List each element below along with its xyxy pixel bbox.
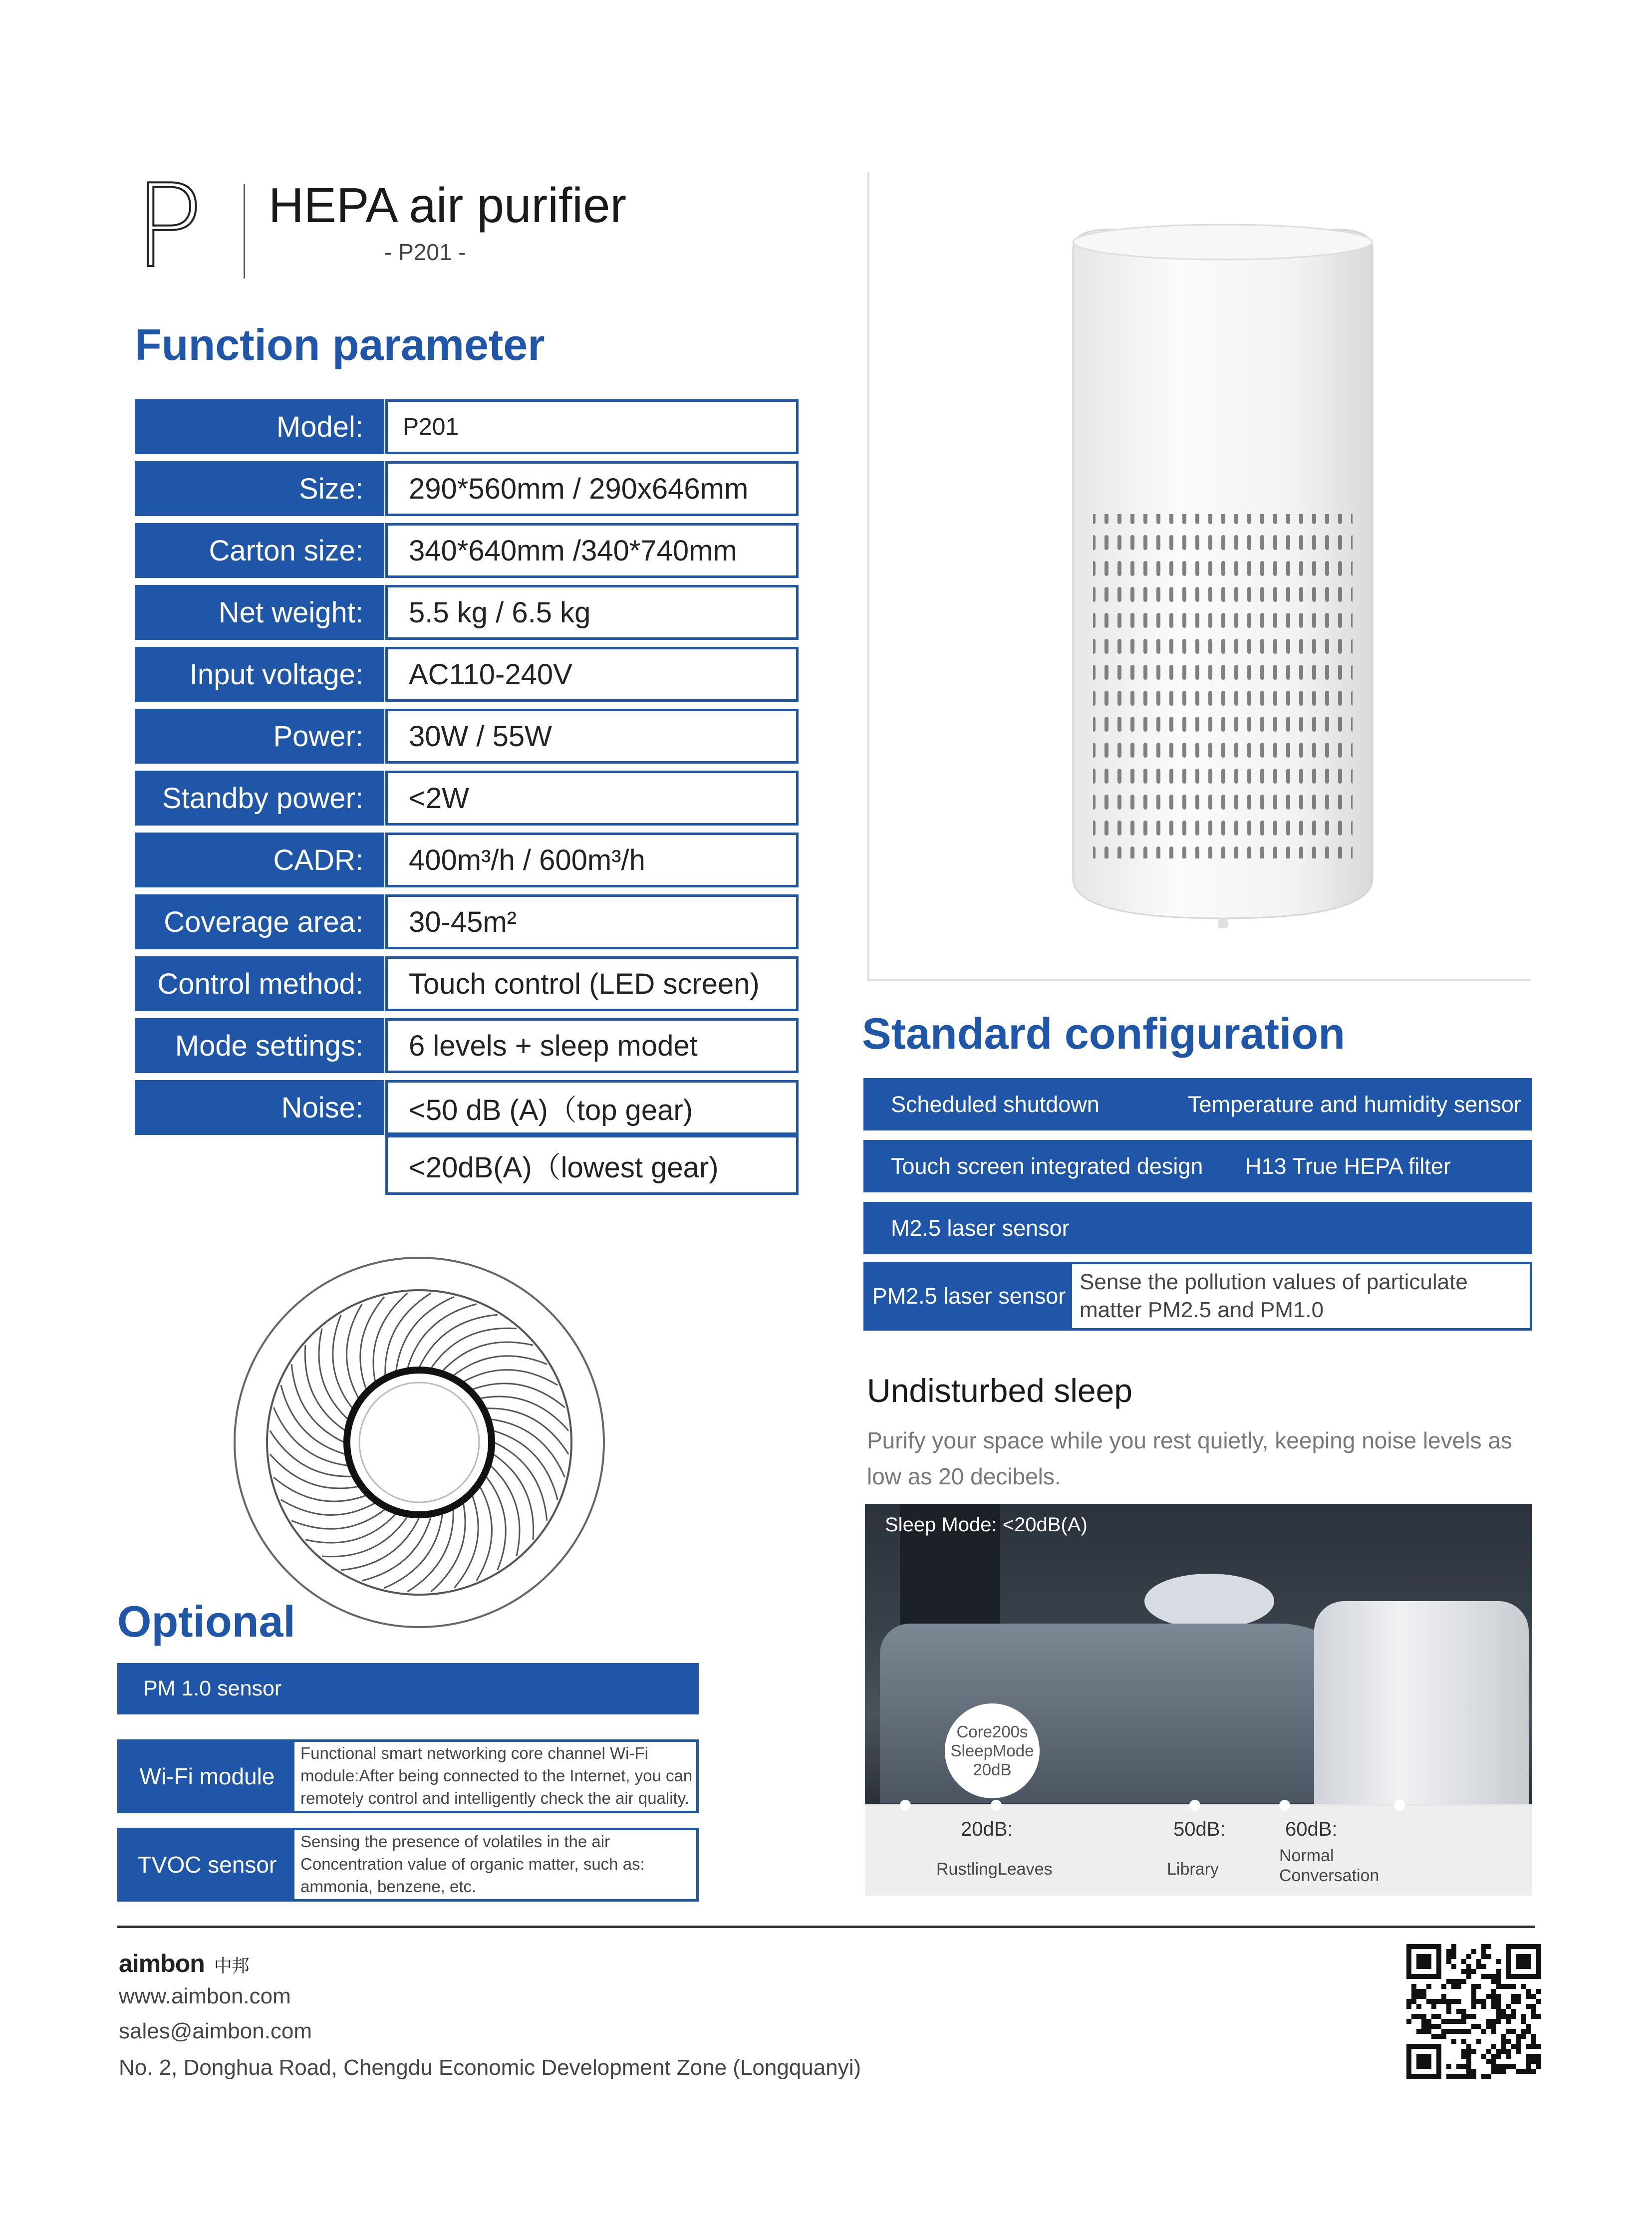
spec-label: Size: [135, 461, 384, 516]
spec-label: Mode settings: [135, 1018, 384, 1073]
footer-website[interactable]: www.aimbon.com [119, 1984, 291, 2008]
optional-label: Wi-Fi module [120, 1742, 294, 1811]
config-description: Sense the pollution values of particulate matter PM2.5 and PM1.0 [1080, 1270, 1468, 1322]
spec-value: <20dB(A)（lowest gear) [385, 1135, 799, 1195]
spec-label: Input voltage: [135, 647, 384, 702]
footer-address: No. 2, Donghua Road, Chengdu Economic Development Zone (Longquanyi) [119, 2055, 861, 2080]
spec-value: 30-45m² [385, 894, 799, 949]
scale-dot [991, 1800, 1002, 1811]
spec-value: Touch control (LED screen) [385, 956, 799, 1011]
spec-row-extra [135, 1135, 799, 1195]
config-row [863, 1078, 1532, 1130]
header-divider [244, 184, 245, 279]
spec-row [135, 833, 799, 887]
sleep-heading: Undisturbed sleep [867, 1372, 1132, 1409]
spec-label: Model: [135, 399, 384, 454]
scale-dot [1394, 1800, 1405, 1811]
spec-row [135, 1080, 799, 1135]
spec-value: <2W [385, 771, 799, 826]
spec-row [135, 1018, 799, 1073]
footer-email[interactable]: sales@aimbon.com [119, 2019, 312, 2043]
bubble-line: Core200s [956, 1722, 1028, 1741]
optional-item [117, 1828, 699, 1902]
spec-value: 6 levels + sleep modet [385, 1018, 799, 1073]
optional-heading: Optional [117, 1597, 295, 1646]
brand-name: aimbon [119, 1950, 205, 1977]
spec-row [135, 399, 799, 454]
spec-label: Standby power: [135, 771, 384, 826]
spec-value: 400m³/h / 600m³/h [385, 833, 799, 887]
spec-label: Control method: [135, 956, 384, 1011]
optional-item [117, 1739, 699, 1813]
spec-value: 5.5 kg / 6.5 kg [385, 585, 799, 640]
spec-label: Carton size: [135, 523, 384, 578]
page-subtitle: - P201 - [384, 239, 466, 265]
scale-db: 50dB: [1173, 1818, 1226, 1840]
spec-row [135, 956, 799, 1011]
config-row [863, 1202, 1532, 1254]
spec-label: Net weight: [135, 585, 384, 640]
logo-letter: P [134, 160, 203, 293]
config-row-detail [863, 1262, 1532, 1331]
optional-label: PM 1.0 sensor [143, 1677, 282, 1700]
config-item: H13 True HEPA filter [1245, 1153, 1451, 1179]
function-parameter-heading: Function parameter [135, 320, 545, 369]
sleep-mode-caption: Sleep Mode: <20dB(A) [885, 1514, 1088, 1536]
photo-purifier [1314, 1601, 1529, 1806]
scale-desc: Library [1167, 1860, 1219, 1879]
spec-value: <50 dB (A)（top gear) [385, 1080, 799, 1135]
spec-row [135, 523, 799, 578]
spec-value: 340*640mm /340*740mm [385, 523, 799, 578]
noise-scale [865, 1806, 1532, 1896]
brand-logo [119, 1949, 249, 1978]
spec-value: AC110-240V [385, 647, 799, 702]
photo-pillow [1144, 1574, 1274, 1629]
optional-description: Functional smart networking core channel Wi-Fi module:After being connected to the Internet, you can remotely control and intelligently check the air quality. [300, 1744, 693, 1807]
optional-description: Sensing the presence of volatiles in the air Concentration value of organic matter, such as: ammonia, benzene, etc. [300, 1832, 645, 1896]
qr-code [1406, 1944, 1541, 2079]
footer-divider [117, 1926, 1535, 1928]
spec-row [135, 894, 799, 949]
scale-desc: Normal Conversation [1279, 1846, 1379, 1885]
scale-dot [1279, 1800, 1290, 1811]
brand-name-cn: 中邦 [214, 1956, 249, 1976]
optional-label: TVOC sensor [120, 1830, 294, 1899]
spec-row [135, 647, 799, 702]
spec-label: Coverage area: [135, 894, 384, 949]
scale-dot [900, 1800, 911, 1811]
sleep-photo [865, 1504, 1532, 1806]
spec-value: P201 [385, 399, 799, 454]
optional-item [117, 1663, 699, 1714]
spec-row [135, 461, 799, 516]
fan-top-view-image [230, 1253, 609, 1632]
sleep-mode-bubble [945, 1703, 1040, 1798]
sleep-description: Purify your space while you rest quietly, keeping noise levels as low as 20 decibels. [867, 1427, 1512, 1489]
scale-dot [1189, 1800, 1200, 1811]
spec-value: 30W / 55W [385, 709, 799, 764]
scale-db: 20dB: [961, 1818, 1013, 1840]
config-item: M2.5 laser sensor [891, 1215, 1070, 1241]
bubble-line: 20dB [973, 1760, 1012, 1779]
spec-label: Power: [135, 709, 384, 764]
purifier-product-image [1048, 220, 1397, 943]
spec-label: Noise: [135, 1080, 384, 1135]
spec-row [135, 709, 799, 764]
standard-configuration-heading: Standard configuration [862, 1009, 1345, 1058]
config-item: Temperature and humidity sensor [1188, 1092, 1521, 1117]
spec-row [135, 585, 799, 640]
image-frame-left [867, 172, 869, 981]
scale-db: 60dB: [1285, 1818, 1338, 1840]
config-row [863, 1140, 1532, 1192]
spec-label: CADR: [135, 833, 384, 887]
config-item: Scheduled shutdown [891, 1092, 1100, 1117]
image-frame-bottom [867, 979, 1531, 981]
config-label: PM2.5 laser sensor [866, 1264, 1072, 1328]
spec-row [135, 771, 799, 826]
spec-value: 290*560mm / 290x646mm [385, 461, 799, 516]
scale-desc: RustlingLeaves [936, 1860, 1053, 1879]
config-item: Touch screen integrated design [891, 1153, 1203, 1179]
bubble-line: SleepMode [950, 1741, 1034, 1760]
page-title: HEPA air purifier [269, 178, 627, 233]
